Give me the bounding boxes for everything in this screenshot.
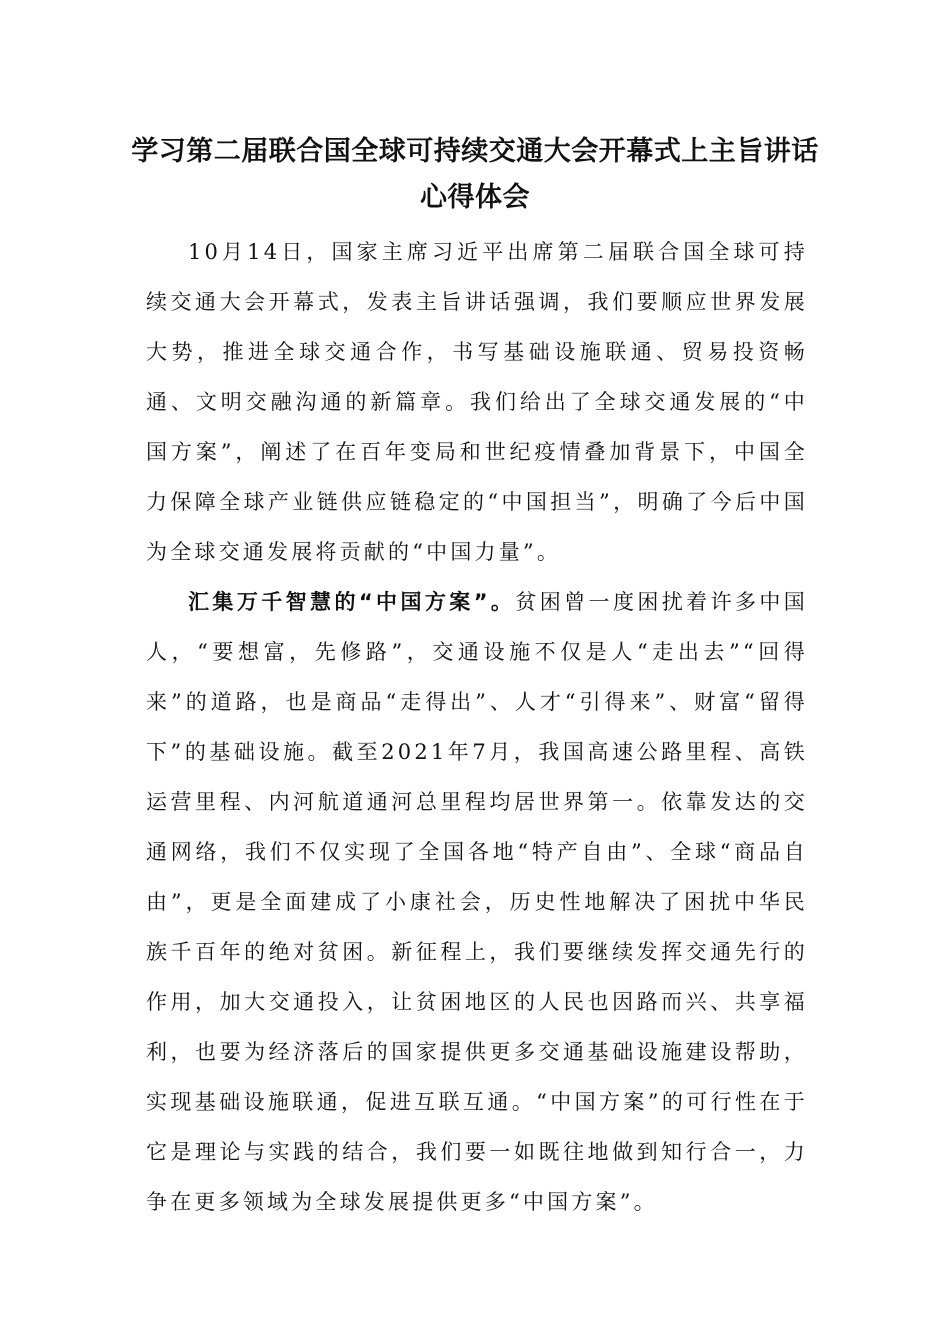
document-title: 学习第二届联合国全球可持续交通大会开幕式上主旨讲话: [131, 136, 819, 167]
paragraph-china-plan: [146, 577, 808, 1227]
paragraph-intro: 10月14日，国家主席习近平出席第二届联合国全球可持续交通大会开幕式，发表主旨讲话强调，我们要顺应世界发展大势，推进全球交通合作，书写基础设施联通、贸易投资畅通、文明交融沟通的新篇章。我们给出了全球交通发展的“中国方案”，阐述了在百年变局和世纪疫情叠加背景下，中国全力保障全球产业链供应链稳定的“中国担当”，明确了今后中国为全球交通发展将贡献的“中国力量”。: [146, 240, 808, 564]
document-subtitle: 心得体会: [420, 182, 530, 213]
paragraph-lead-heading: 汇集万千智慧的“中国方案”。: [188, 590, 516, 614]
paragraph-body-text: 贫困曾一度困扰着许多中国人，“要想富，先修路”，交通设施不仅是人“走出去”“回得来”的道路，也是商品“走得出”、人才“引得来”、财富“留得下”的基础设施。截至2021年7月，我国高速公路里程、高铁运营里程、内河航道通河总里程均居世界第一。依靠发达的交通网络，我们不仅实现了全国各地“特产自由”、全球“商品自由”，更是全面建成了小康社会，历史性地解决了困扰中华民族千百年的绝对贫困。新征程上，我们要继续发挥交通先行的作用，加大交通投入，让贫困地区的人民也因路而兴、共享福利，也要为经济落后的国家提供更多交通基础设施建设帮助，实现基础设施联通，促进互联互通。“中国方案”的可行性在于它是理论与实践的结合，我们要一如既往地做到知行合一，力争在更多领域为全球发展提供更多“中国方案”。: [146, 590, 808, 1214]
